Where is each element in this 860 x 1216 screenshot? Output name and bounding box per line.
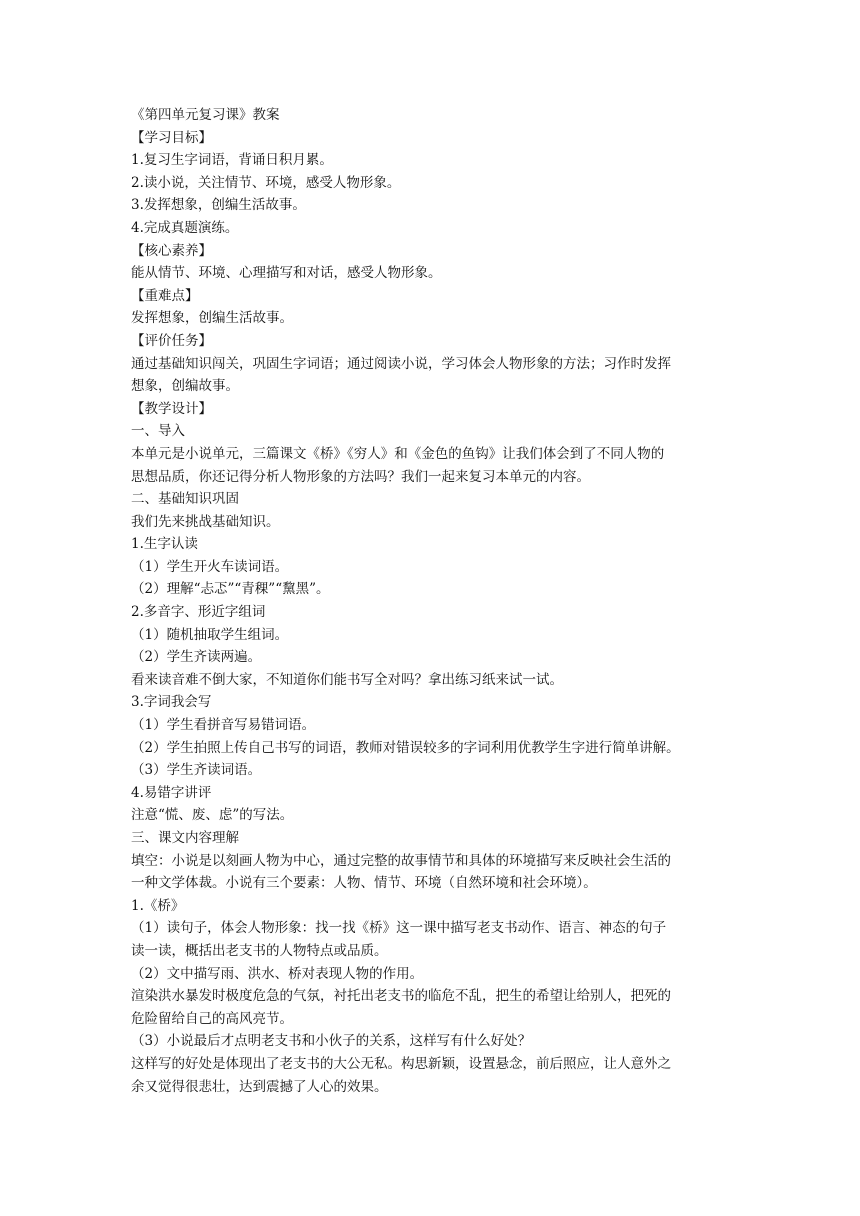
- section-heading-core-literacy: 【核心素养】: [131, 242, 212, 259]
- doc-line: 我们先来挑战基础知识。: [131, 513, 280, 530]
- doc-line: 想象，创编故事。: [131, 378, 239, 395]
- doc-line: 3.发挥想象，创编生活故事。: [131, 197, 306, 214]
- doc-line: 这样写的好处是体现出了老支书的大公无私。构思新颖，设置悬念，前后照应，让人意外之: [131, 1055, 671, 1072]
- doc-line: 危险留给自己的高风亮节。: [131, 1010, 293, 1027]
- subsection-heading: 一、导入: [131, 423, 185, 440]
- doc-line: 注意“慌、废、虑”的写法。: [131, 807, 294, 824]
- doc-line: 思想品质，你还记得分析人物形象的方法吗？我们一起来复习本单元的内容。: [131, 468, 590, 485]
- doc-line: 4.完成真题演练。: [131, 219, 239, 236]
- section-heading-teaching-design: 【教学设计】: [131, 400, 212, 417]
- list-item: （3）小说最后才点明老支书和小伙子的关系，这样写有什么好处？: [131, 1033, 532, 1050]
- list-item: （2）理解“忐忑”“青稞”“黧黑”。: [131, 581, 330, 598]
- list-item: （2）文中描写雨、洪水、桥对表现人物的作用。: [131, 965, 424, 982]
- list-item: （1）学生看拼音写易错词语。: [131, 717, 316, 734]
- section-heading-learning-goals: 【学习目标】: [131, 129, 212, 146]
- doc-line: 读一读，概括出老支书的人物特点或品质。: [131, 942, 388, 959]
- list-heading: 3.字词我会写: [131, 694, 212, 711]
- list-item: （1）读句子，体会人物形象：找一找《桥》这一课中描写老支书动作、语言、神态的句子: [131, 920, 667, 937]
- list-heading: 1.生字认读: [131, 536, 198, 553]
- list-heading: 4.易错字讲评: [131, 784, 212, 801]
- doc-line: 本单元是小说单元，三篇课文《桥》《穷人》和《金色的鱼钩》让我们体会到了不同人物的: [131, 445, 665, 462]
- list-item: （1）学生开火车读词语。: [131, 558, 289, 575]
- list-item: （2）学生齐读两遍。: [131, 649, 262, 666]
- list-item: （3）学生齐读词语。: [131, 762, 262, 779]
- doc-line: 2.读小说，关注情节、环境，感受人物形象。: [131, 174, 401, 191]
- document-body: [131, 104, 737, 1098]
- list-item: （2）学生拍照上传自己书写的词语，教师对错误较多的字词利用优教学生字进行简单讲解。: [131, 739, 680, 756]
- doc-line: 看来读音难不倒大家，不知道你们能书写全对吗？拿出练习纸来试一试。: [131, 671, 563, 688]
- doc-line: 填空：小说是以刻画人物为中心，通过完整的故事情节和具体的环境描写来反映社会生活的: [131, 852, 671, 869]
- doc-line: 通过基础知识闯关，巩固生字词语；通过阅读小说，学习体会人物形象的方法；习作时发挥: [131, 355, 671, 372]
- section-heading-evaluation-tasks: 【评价任务】: [131, 332, 212, 349]
- subsection-heading: 三、课文内容理解: [131, 830, 239, 846]
- doc-line: 一种文学体裁。小说有三个要素：人物、情节、环境（自然环境和社会环境）。: [131, 875, 597, 892]
- doc-line: 发挥想象，创编生活故事。: [131, 310, 293, 327]
- doc-line: 能从情节、环境、心理描写和对话，感受人物形象。: [131, 265, 442, 282]
- section-heading-key-difficulties: 【重难点】: [131, 287, 199, 304]
- subsection-heading: 二、基础知识巩固: [131, 491, 239, 508]
- list-heading: 2.多音字、形近字组词: [131, 604, 266, 621]
- doc-line: 渲染洪水暴发时极度危急的气氛，衬托出老支书的临危不乱，把生的希望让给别人，把死的: [131, 988, 671, 1005]
- doc-line: 1.复习生字词语，背诵日积月累。: [131, 152, 333, 169]
- list-heading: 1.《桥》: [131, 897, 185, 914]
- doc-title: 《第四单元复习课》教案: [131, 107, 280, 123]
- doc-line: 余又觉得很悲壮，达到震撼了人心的效果。: [131, 1078, 388, 1095]
- list-item: （1）随机抽取学生组词。: [131, 626, 289, 643]
